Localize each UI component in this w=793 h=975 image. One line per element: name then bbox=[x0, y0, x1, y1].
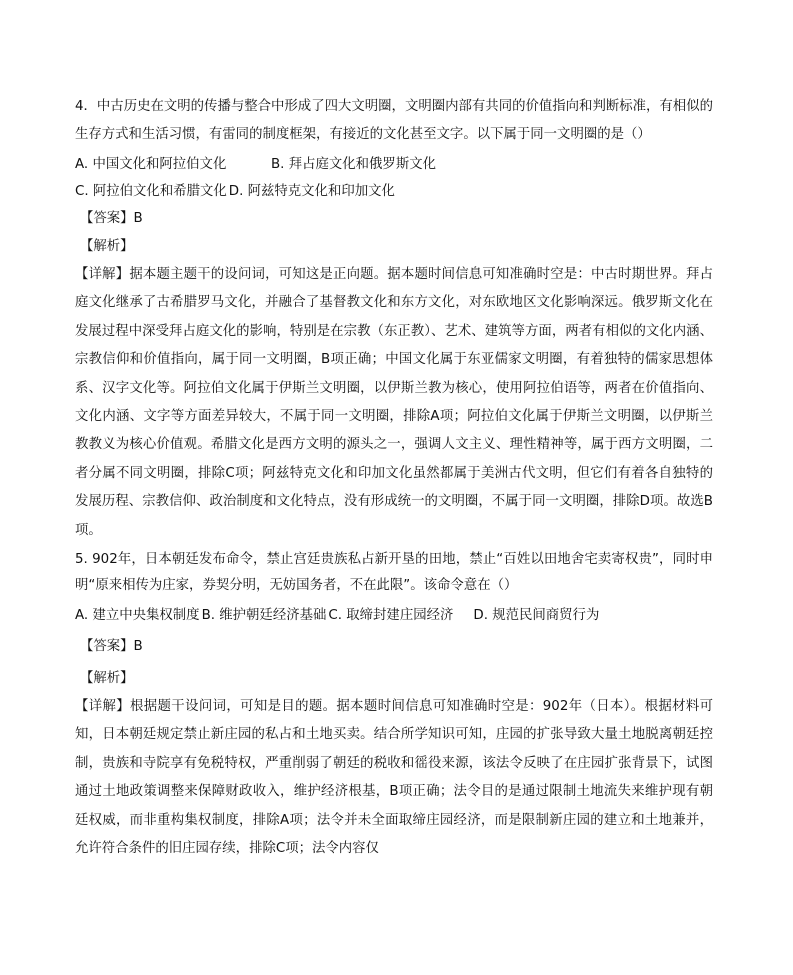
question-5-analysis-label: 【解析】 bbox=[80, 671, 134, 687]
question-4-option-b: B. 拜占庭文化和俄罗斯文化 bbox=[271, 157, 436, 172]
question-4-options-row-1 bbox=[75, 151, 713, 178]
question-4-option-d: D. 阿兹特克文化和印加文化 bbox=[228, 184, 395, 199]
question-5-option-b: B. 维护朝廷经济基础 bbox=[201, 608, 327, 624]
question-4-option-a: A. 中国文化和阿拉伯文化 bbox=[75, 157, 227, 172]
question-5-option-d: D. 规范民间商贸行为 bbox=[473, 608, 600, 624]
question-5-stem: 5. 902年，日本朝廷发布命令，禁止宫廷贵族私占新开垦的田地，禁止“百姓以田地舍宅卖寄权贵”，同时申明“原来相传为庄家，券契分明，无妨国务者，不在此限”。该命令意在（） bbox=[75, 552, 713, 594]
question-5-answer: 【答案】B bbox=[80, 639, 143, 655]
question-5-detail: 【详解】根据题干设问词，可知是目的题。据本题时间信息可知准确时空是：902年（日本）。根据材料可知，日本朝廷规定禁止新庄园的私占和土地买卖。结合所学知识可知，庄园的扩张导致大量土地脱离朝廷控制，贵族和寺院享有免税特权，严重削弱了朝廷的税收和徭役来源，该法令反映了在庄园扩张背景下，试图通过土地政策调整来保障财政收入，维护经济根基，B项正确；法令目的是通过限制土地流失来维护现有朝廷权威，而非重构集权制度，排除A项；法令并未全面取缔庄园经济，而是限制新庄园的建立和土地兼并，允许符合条件的旧庄园存续，排除C项；法令内容仅 bbox=[75, 699, 713, 857]
question-4-options-row-2 bbox=[75, 178, 713, 205]
question-5-options-row bbox=[75, 602, 713, 629]
question-4-answer: 【答案】B bbox=[80, 211, 143, 226]
question-4-stem: 4．中古历史在文明的传播与整合中形成了四大文明圈，文明圈内部有共同的价值指向和判断标准，有相似的生存方式和生活习惯，有雷同的制度框架，有接近的文化甚至文字。以下属于同一文明圈的是（） bbox=[75, 99, 713, 142]
question-5-option-c: C. 取缔封建庄园经济 bbox=[328, 608, 454, 624]
question-4-analysis-label: 【解析】 bbox=[80, 239, 134, 254]
document-content bbox=[75, 93, 713, 864]
question-4-option-c: C. 阿拉伯文化和希腊文化 bbox=[75, 184, 227, 199]
question-5-option-a: A. 建立中央集权制度 bbox=[75, 608, 200, 624]
question-4-detail: 【详解】据本题主题干的设问词，可知这是正向题。据本题时间信息可知准确时空是：中古时期世界。拜占庭文化继承了古希腊罗马文化，并融合了基督教文化和东方文化，对东欧地区文化影响深远。俄罗斯文化在发展过程中深受拜占庭文化的影响，特别是在宗教（东正教）、艺术、建筑等方面，两者有相似的文化内涵、宗教信仰和价值指向，属于同一文明圈，B项正确；中国文化属于东亚儒家文明圈，有着独特的儒家思想体系、汉字文化等。阿拉伯文化属于伊斯兰文明圈，以伊斯兰教为核心，使用阿拉伯语等，两者在价值指向、文化内涵、文字等方面差异较大，不属于同一文明圈，排除A项；阿拉伯文化属于伊斯兰文明圈，以伊斯兰教教义为核心价值观。希腊文化是西方文明的源头之一，强调人文主义、理性精神等，属于西方文明圈，二者分属不同文明圈，排除C项；阿兹特克文化和印加文化虽然都属于美洲古代文明，但它们有着各自独特的发展历程、宗教信仰、政治制度和文化特点，没有形成统一的文明圈，不属于同一文明圈，排除D项。故选B项。 bbox=[75, 267, 713, 538]
